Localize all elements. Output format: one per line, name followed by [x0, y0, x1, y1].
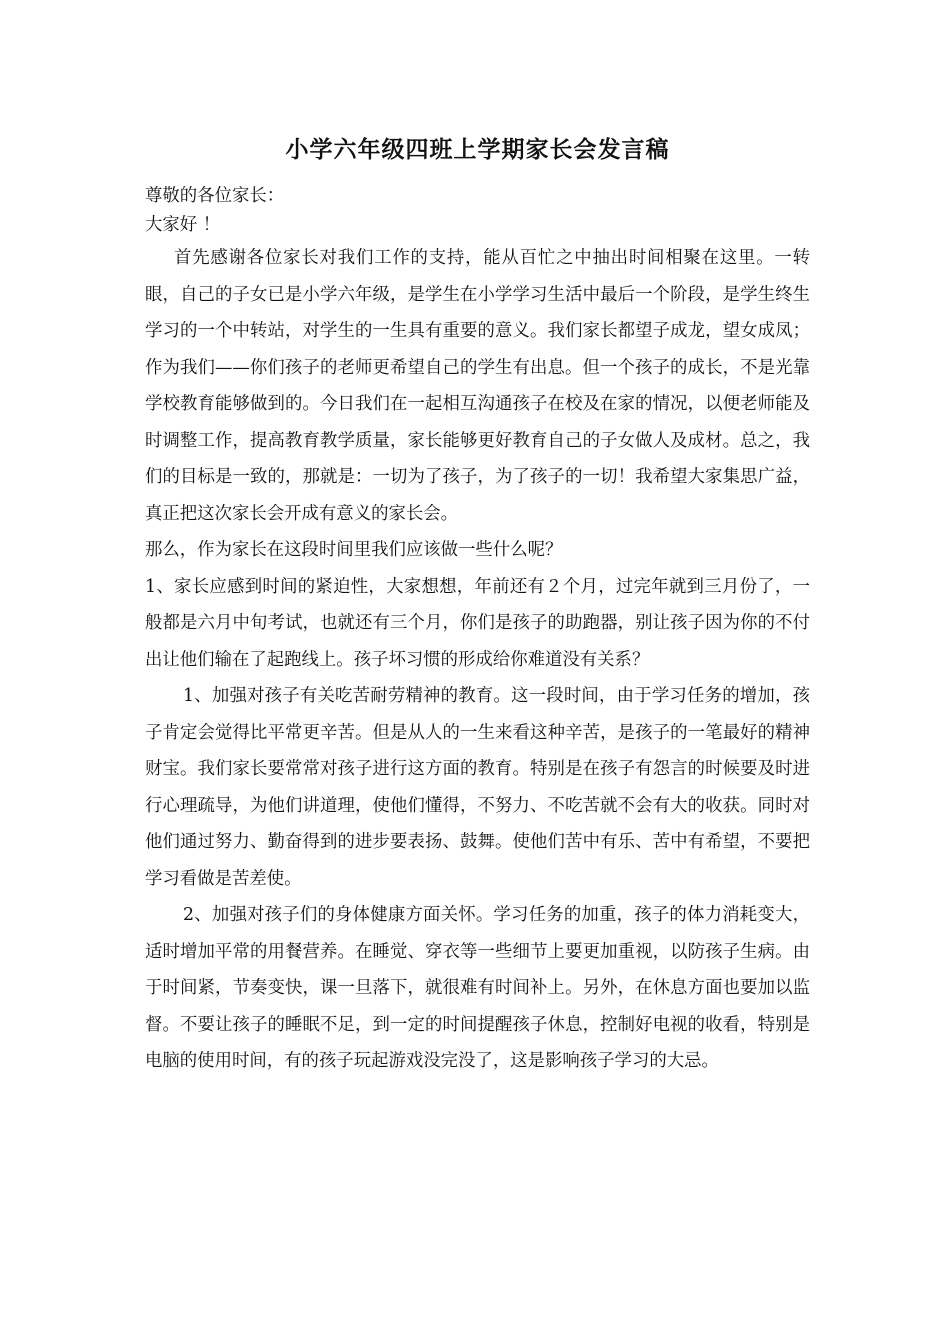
salutation: 尊敬的各位家长：: [145, 186, 285, 206]
document-title: 小学六年级四班上学期家长会发言稿: [285, 136, 670, 163]
paragraph-intro: 首先感谢各位家长对我们工作的支持，能从百忙之中抽出时间相聚在这里。一转眼，自己的子女已是小学六年级，是学生在小学学习生活中最后一个阶段，是学生终生学习的一个中转站，对学生的一生具有重要的意义。我们家长都望子成龙，望女成凤；作为我们——你们孩子的老师更希望自己的学生有出息。但一个孩子的成长，不是光靠学校教育能够做到的。今日我们在一起相互沟通孩子在校及在家的情况，以便老师能及时调整工作，提高教育教学质量，家长能够更好教育自己的子女做人及成材。总之，我们的目标是一致的，那就是：一切为了孩子，为了孩子的一切！我希望大家集思广益，真正把这次家长会开成有意义的家长会。: [145, 248, 810, 524]
greeting: 大家好 ！: [145, 215, 221, 235]
paragraph-point-urgency: 1、家长应感到时间的紧迫性，大家想想，年前还有２个月，过完年就到三月份了，一般都是六月中旬考试，也就还有三个月，你们是孩子的助跑器，别让孩子因为你的不付出让他们输在了起跑线上。孩子坏习惯的形成给你难道没有关系？: [145, 576, 810, 670]
paragraph-point-health: 2、加强对孩子们的身体健康方面关怀。学习任务的加重，孩子的体力消耗变大，适时增加平常的用餐营养。在睡觉、穿衣等一些细节上要更加重视，以防孩子生病。由于时间紧，节奏变快，课一旦落下，就很难有时间补上。另外，在休息方面也要加以监督。不要让孩子的睡眠不足，到一定的时间提醒孩子休息，控制好电视的收看，特别是电脑的使用时间，有的孩子玩起游戏没完没了，这是影响孩子学习的大忌。: [145, 905, 810, 1071]
paragraph-question: 那么，作为家长在这段时间里我们应该做一些什么呢？: [145, 540, 563, 560]
paragraph-point-hardship: 1、加强对孩子有关吃苦耐劳精神的教育。这一段时间，由于学习任务的增加，孩子肯定会觉得比平常更辛苦。但是从人的一生来看这种辛苦，是孩子的一笔最好的精神财宝。我们家长要常常对孩子进行这方面的教育。特别是在孩子有怨言的时候要及时进行心理疏导，为他们讲道理，使他们懂得，不努力、不吃苦就不会有大的收获。同时对他们通过努力、勤奋得到的进步要表扬、鼓舞。使他们苦中有乐、苦中有希望，不要把学习看做是苦差使。: [145, 686, 810, 889]
document-page: [145, 132, 810, 1080]
